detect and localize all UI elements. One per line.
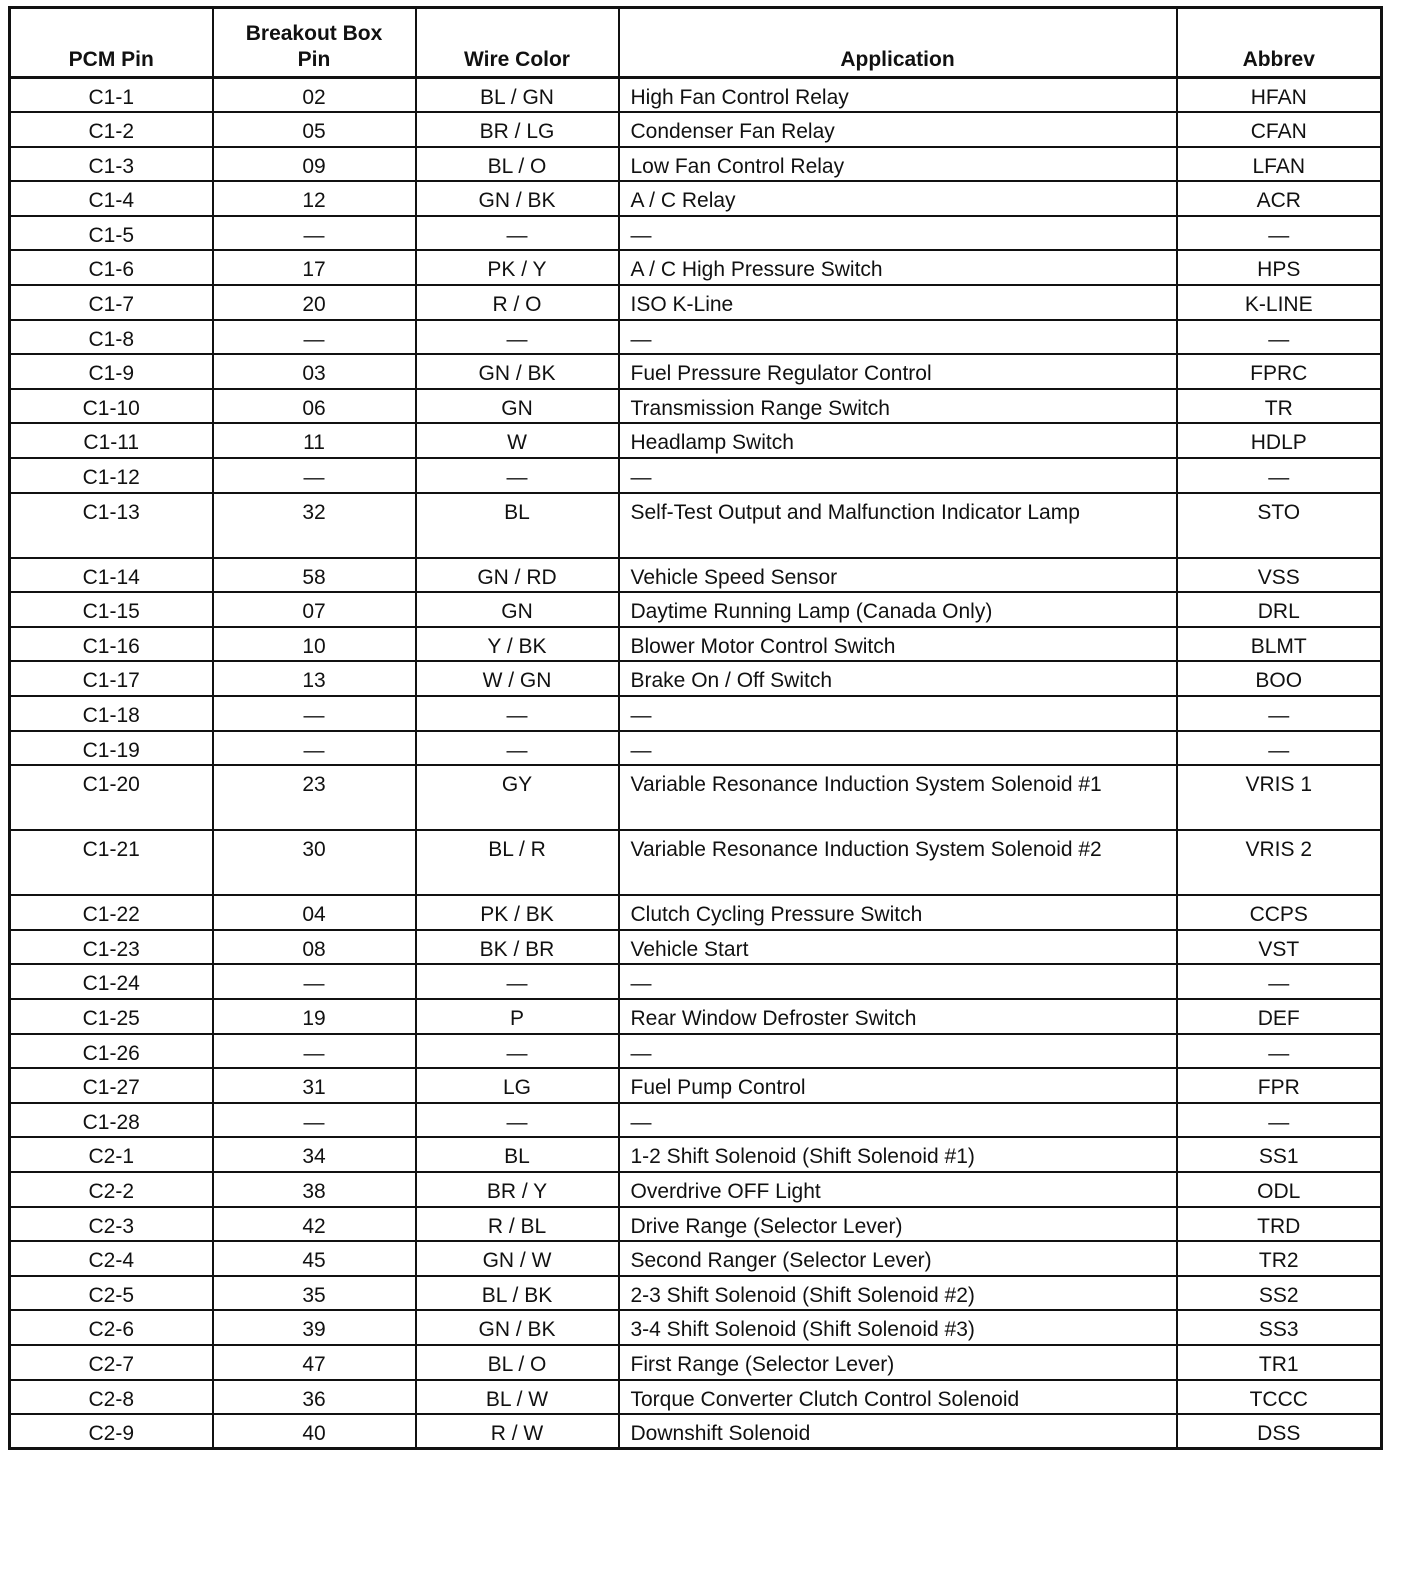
table-row [10, 1414, 1382, 1449]
cell-application: Overdrive OFF Light [619, 1172, 1177, 1207]
table-row [10, 1207, 1382, 1242]
cell-wire-color: BL / BK [416, 1276, 619, 1311]
cell-pcm-pin: C1-2 [10, 112, 213, 147]
cell-application: Self-Test Output and Malfunction Indicator Lamp [619, 493, 1177, 558]
cell-wire-color: — [416, 731, 619, 766]
cell-application: Brake On / Off Switch [619, 661, 1177, 696]
table-row [10, 558, 1382, 593]
cell-pcm-pin: C1-17 [10, 661, 213, 696]
cell-breakout-pin: 11 [213, 423, 416, 458]
table-row [10, 216, 1382, 251]
cell-application: Transmission Range Switch [619, 389, 1177, 424]
table-row [10, 930, 1382, 965]
header-pcm-pin: PCM Pin [10, 8, 213, 78]
cell-breakout-pin: — [213, 458, 416, 493]
cell-application: — [619, 696, 1177, 731]
cell-abbrev: ACR [1177, 181, 1382, 216]
table-row [10, 731, 1382, 766]
cell-breakout-pin: 58 [213, 558, 416, 593]
cell-breakout-pin: 02 [213, 78, 416, 113]
cell-abbrev: CFAN [1177, 112, 1382, 147]
cell-pcm-pin: C1-8 [10, 320, 213, 355]
cell-abbrev: — [1177, 216, 1382, 251]
cell-wire-color: — [416, 696, 619, 731]
cell-application: Rear Window Defroster Switch [619, 999, 1177, 1034]
cell-abbrev: FPRC [1177, 354, 1382, 389]
header-breakout-line1: Breakout Box [245, 22, 383, 45]
cell-breakout-pin: 08 [213, 930, 416, 965]
table-row [10, 1345, 1382, 1380]
cell-abbrev: BLMT [1177, 627, 1382, 662]
cell-wire-color: GN / BK [416, 354, 619, 389]
cell-breakout-pin: 13 [213, 661, 416, 696]
cell-application: A / C High Pressure Switch [619, 250, 1177, 285]
cell-application: ISO K-Line [619, 285, 1177, 320]
cell-breakout-pin: 36 [213, 1380, 416, 1415]
cell-abbrev: VSS [1177, 558, 1382, 593]
cell-application: 2-3 Shift Solenoid (Shift Solenoid #2) [619, 1276, 1177, 1311]
cell-breakout-pin: 39 [213, 1310, 416, 1345]
cell-breakout-pin: 35 [213, 1276, 416, 1311]
cell-breakout-pin: 07 [213, 592, 416, 627]
cell-wire-color: Y / BK [416, 627, 619, 662]
table-row [10, 389, 1382, 424]
cell-application: Condenser Fan Relay [619, 112, 1177, 147]
cell-application: Fuel Pump Control [619, 1068, 1177, 1103]
header-breakout-line2: Pin [297, 48, 331, 71]
cell-pcm-pin: C2-3 [10, 1207, 213, 1242]
cell-application: Torque Converter Clutch Control Solenoid [619, 1380, 1177, 1415]
table-row [10, 1103, 1382, 1138]
header-application: Application [619, 8, 1177, 78]
cell-abbrev: VRIS 1 [1177, 765, 1382, 830]
cell-wire-color: BL [416, 1137, 619, 1172]
cell-pcm-pin: C2-8 [10, 1380, 213, 1415]
cell-breakout-pin: 30 [213, 830, 416, 895]
cell-wire-color: — [416, 1103, 619, 1138]
cell-pcm-pin: C2-2 [10, 1172, 213, 1207]
cell-breakout-pin: — [213, 964, 416, 999]
cell-wire-color: BR / Y [416, 1172, 619, 1207]
table-row [10, 1241, 1382, 1276]
cell-wire-color: R / BL [416, 1207, 619, 1242]
cell-breakout-pin: — [213, 731, 416, 766]
cell-breakout-pin: 09 [213, 147, 416, 182]
cell-pcm-pin: C1-16 [10, 627, 213, 662]
cell-pcm-pin: C1-7 [10, 285, 213, 320]
cell-breakout-pin: 12 [213, 181, 416, 216]
cell-pcm-pin: C1-15 [10, 592, 213, 627]
table-body [10, 78, 1382, 1449]
cell-wire-color: R / W [416, 1414, 619, 1449]
table-row [10, 423, 1382, 458]
table-row [10, 493, 1382, 558]
cell-pcm-pin: C1-12 [10, 458, 213, 493]
cell-abbrev: TRD [1177, 1207, 1382, 1242]
cell-application: Variable Resonance Induction System Solenoid #2 [619, 830, 1177, 895]
cell-breakout-pin: 47 [213, 1345, 416, 1380]
cell-breakout-pin: 19 [213, 999, 416, 1034]
cell-abbrev: LFAN [1177, 147, 1382, 182]
cell-wire-color: BL / W [416, 1380, 619, 1415]
cell-breakout-pin: 38 [213, 1172, 416, 1207]
cell-pcm-pin: C1-28 [10, 1103, 213, 1138]
table-row [10, 627, 1382, 662]
cell-wire-color: — [416, 320, 619, 355]
cell-abbrev: — [1177, 696, 1382, 731]
cell-abbrev: — [1177, 458, 1382, 493]
cell-wire-color: BL / R [416, 830, 619, 895]
table-row [10, 320, 1382, 355]
cell-pcm-pin: C1-27 [10, 1068, 213, 1103]
cell-pcm-pin: C1-11 [10, 423, 213, 458]
table-row [10, 458, 1382, 493]
cell-pcm-pin: C1-22 [10, 895, 213, 930]
cell-breakout-pin: — [213, 216, 416, 251]
cell-abbrev: DSS [1177, 1414, 1382, 1449]
header-breakout-box-pin [213, 8, 416, 78]
cell-abbrev: DRL [1177, 592, 1382, 627]
table-row [10, 1137, 1382, 1172]
cell-pcm-pin: C1-3 [10, 147, 213, 182]
cell-abbrev: HPS [1177, 250, 1382, 285]
cell-breakout-pin: 45 [213, 1241, 416, 1276]
cell-wire-color: BR / LG [416, 112, 619, 147]
cell-abbrev: DEF [1177, 999, 1382, 1034]
cell-pcm-pin: C1-18 [10, 696, 213, 731]
table-row [10, 181, 1382, 216]
cell-abbrev: STO [1177, 493, 1382, 558]
cell-breakout-pin: 20 [213, 285, 416, 320]
cell-pcm-pin: C1-19 [10, 731, 213, 766]
cell-abbrev: SS2 [1177, 1276, 1382, 1311]
cell-application: — [619, 1034, 1177, 1069]
cell-abbrev: — [1177, 964, 1382, 999]
table-row [10, 696, 1382, 731]
cell-pcm-pin: C1-21 [10, 830, 213, 895]
cell-abbrev: — [1177, 731, 1382, 766]
document-page [8, 6, 1380, 1450]
table-row [10, 250, 1382, 285]
cell-breakout-pin: — [213, 320, 416, 355]
table-row [10, 1380, 1382, 1415]
cell-breakout-pin: 31 [213, 1068, 416, 1103]
table-row [10, 147, 1382, 182]
table-row [10, 112, 1382, 147]
cell-pcm-pin: C1-10 [10, 389, 213, 424]
cell-application: Vehicle Speed Sensor [619, 558, 1177, 593]
cell-wire-color: BL / O [416, 1345, 619, 1380]
cell-pcm-pin: C1-23 [10, 930, 213, 965]
cell-breakout-pin: 05 [213, 112, 416, 147]
cell-abbrev: — [1177, 1103, 1382, 1138]
table-row [10, 1276, 1382, 1311]
cell-wire-color: GN / RD [416, 558, 619, 593]
cell-abbrev: BOO [1177, 661, 1382, 696]
table-row [10, 830, 1382, 895]
cell-pcm-pin: C1-24 [10, 964, 213, 999]
table-row [10, 1068, 1382, 1103]
cell-pcm-pin: C1-14 [10, 558, 213, 593]
cell-wire-color: — [416, 964, 619, 999]
cell-application: Blower Motor Control Switch [619, 627, 1177, 662]
cell-breakout-pin: 04 [213, 895, 416, 930]
pcm-pin-table [8, 6, 1383, 1450]
cell-pcm-pin: C1-20 [10, 765, 213, 830]
cell-application: A / C Relay [619, 181, 1177, 216]
cell-application: — [619, 216, 1177, 251]
cell-wire-color: PK / BK [416, 895, 619, 930]
cell-wire-color: W / GN [416, 661, 619, 696]
cell-application: First Range (Selector Lever) [619, 1345, 1177, 1380]
table-row [10, 1034, 1382, 1069]
header-abbrev: Abbrev [1177, 8, 1382, 78]
cell-wire-color: BL / GN [416, 78, 619, 113]
cell-breakout-pin: — [213, 696, 416, 731]
cell-breakout-pin: — [213, 1103, 416, 1138]
table-row [10, 285, 1382, 320]
cell-pcm-pin: C1-1 [10, 78, 213, 113]
cell-pcm-pin: C2-6 [10, 1310, 213, 1345]
table-row [10, 964, 1382, 999]
cell-abbrev: — [1177, 1034, 1382, 1069]
cell-abbrev: TCCC [1177, 1380, 1382, 1415]
cell-wire-color: — [416, 1034, 619, 1069]
table-row [10, 661, 1382, 696]
cell-abbrev: — [1177, 320, 1382, 355]
cell-abbrev: VST [1177, 930, 1382, 965]
table-row [10, 895, 1382, 930]
cell-breakout-pin: 17 [213, 250, 416, 285]
table-row [10, 765, 1382, 830]
cell-wire-color: GN [416, 389, 619, 424]
cell-application: Drive Range (Selector Lever) [619, 1207, 1177, 1242]
cell-application: Clutch Cycling Pressure Switch [619, 895, 1177, 930]
cell-wire-color: LG [416, 1068, 619, 1103]
cell-application: 1-2 Shift Solenoid (Shift Solenoid #1) [619, 1137, 1177, 1172]
cell-breakout-pin: 03 [213, 354, 416, 389]
cell-application: Downshift Solenoid [619, 1414, 1177, 1449]
cell-wire-color: — [416, 458, 619, 493]
cell-application: High Fan Control Relay [619, 78, 1177, 113]
cell-breakout-pin: 32 [213, 493, 416, 558]
cell-wire-color: GY [416, 765, 619, 830]
cell-abbrev: ODL [1177, 1172, 1382, 1207]
cell-wire-color: GN / BK [416, 181, 619, 216]
table-header-row [10, 8, 1382, 78]
cell-wire-color: W [416, 423, 619, 458]
cell-abbrev: TR2 [1177, 1241, 1382, 1276]
cell-wire-color: PK / Y [416, 250, 619, 285]
table-row [10, 999, 1382, 1034]
cell-pcm-pin: C1-9 [10, 354, 213, 389]
cell-pcm-pin: C2-7 [10, 1345, 213, 1380]
cell-wire-color: GN / BK [416, 1310, 619, 1345]
cell-application: Daytime Running Lamp (Canada Only) [619, 592, 1177, 627]
table-row [10, 1310, 1382, 1345]
cell-application: — [619, 731, 1177, 766]
cell-abbrev: K-LINE [1177, 285, 1382, 320]
cell-wire-color: BL [416, 493, 619, 558]
cell-application: — [619, 320, 1177, 355]
cell-application: Low Fan Control Relay [619, 147, 1177, 182]
cell-application: — [619, 458, 1177, 493]
cell-pcm-pin: C1-13 [10, 493, 213, 558]
cell-wire-color: R / O [416, 285, 619, 320]
cell-application: — [619, 964, 1177, 999]
cell-wire-color: P [416, 999, 619, 1034]
table-row [10, 592, 1382, 627]
cell-wire-color: BL / O [416, 147, 619, 182]
cell-pcm-pin: C2-5 [10, 1276, 213, 1311]
cell-application: Headlamp Switch [619, 423, 1177, 458]
cell-breakout-pin: 42 [213, 1207, 416, 1242]
cell-pcm-pin: C1-26 [10, 1034, 213, 1069]
table-row [10, 354, 1382, 389]
cell-pcm-pin: C2-9 [10, 1414, 213, 1449]
cell-abbrev: VRIS 2 [1177, 830, 1382, 895]
cell-abbrev: SS1 [1177, 1137, 1382, 1172]
header-wire-color: Wire Color [416, 8, 619, 78]
cell-pcm-pin: C1-5 [10, 216, 213, 251]
cell-abbrev: TR1 [1177, 1345, 1382, 1380]
cell-pcm-pin: C1-6 [10, 250, 213, 285]
cell-pcm-pin: C2-1 [10, 1137, 213, 1172]
table-row [10, 1172, 1382, 1207]
cell-wire-color: — [416, 216, 619, 251]
cell-abbrev: HDLP [1177, 423, 1382, 458]
cell-breakout-pin: 40 [213, 1414, 416, 1449]
cell-application: Variable Resonance Induction System Solenoid #1 [619, 765, 1177, 830]
cell-abbrev: HFAN [1177, 78, 1382, 113]
cell-application: 3-4 Shift Solenoid (Shift Solenoid #3) [619, 1310, 1177, 1345]
cell-pcm-pin: C2-4 [10, 1241, 213, 1276]
cell-pcm-pin: C1-4 [10, 181, 213, 216]
cell-abbrev: TR [1177, 389, 1382, 424]
cell-wire-color: GN [416, 592, 619, 627]
cell-application: Vehicle Start [619, 930, 1177, 965]
cell-application: Fuel Pressure Regulator Control [619, 354, 1177, 389]
cell-breakout-pin: — [213, 1034, 416, 1069]
cell-breakout-pin: 34 [213, 1137, 416, 1172]
cell-application: Second Ranger (Selector Lever) [619, 1241, 1177, 1276]
cell-abbrev: SS3 [1177, 1310, 1382, 1345]
cell-application: — [619, 1103, 1177, 1138]
cell-breakout-pin: 06 [213, 389, 416, 424]
cell-breakout-pin: 23 [213, 765, 416, 830]
cell-breakout-pin: 10 [213, 627, 416, 662]
cell-pcm-pin: C1-25 [10, 999, 213, 1034]
cell-wire-color: BK / BR [416, 930, 619, 965]
cell-abbrev: FPR [1177, 1068, 1382, 1103]
cell-abbrev: CCPS [1177, 895, 1382, 930]
cell-wire-color: GN / W [416, 1241, 619, 1276]
table-row [10, 78, 1382, 113]
